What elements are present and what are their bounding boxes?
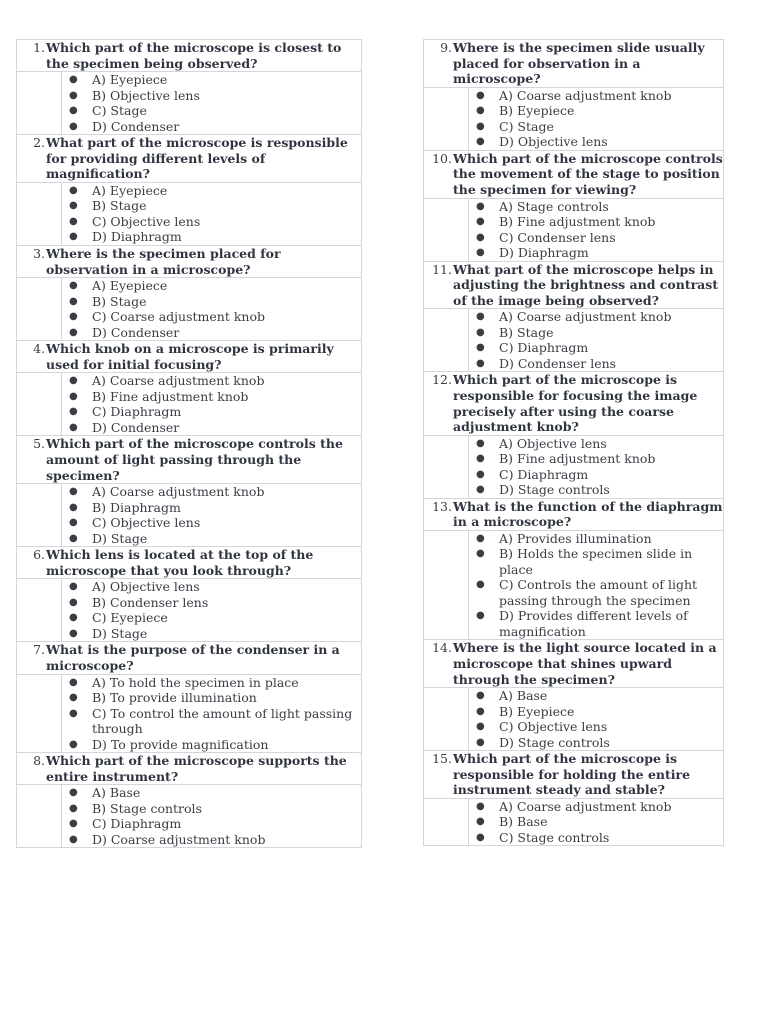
bullet-icon: ●: [69, 596, 78, 608]
bullet-icon: ●: [476, 326, 485, 338]
question-number-text: 10.: [432, 150, 452, 166]
bullet-icon: ●: [476, 816, 485, 828]
question-header: [17, 753, 361, 785]
option-text: D) Condenser: [92, 419, 180, 435]
option-text: B) Stage: [499, 324, 554, 340]
bullet-icon: ●: [476, 357, 485, 369]
question-header: [424, 262, 723, 310]
options-list: [61, 785, 361, 847]
bullet-icon: ●: [69, 501, 78, 513]
option-item: [469, 230, 723, 246]
question-number: [424, 372, 453, 388]
bullet-icon: ●: [69, 581, 78, 593]
options-list: [61, 373, 361, 435]
option-item: [469, 245, 723, 261]
question-block: [423, 39, 724, 151]
question-number: [17, 547, 46, 563]
bullet-icon: ●: [476, 610, 485, 622]
question-header: [17, 341, 361, 373]
left-column: [16, 39, 362, 847]
bullet-icon: ●: [69, 74, 78, 86]
question-number: [17, 40, 46, 56]
option-item: [62, 325, 361, 341]
option-text: B) Fine adjustment knob: [92, 388, 249, 404]
option-text: D) Stage: [92, 625, 148, 641]
option-text: D) Stage controls: [499, 734, 610, 750]
question-number: [17, 642, 46, 658]
bullet-icon: ●: [476, 800, 485, 812]
options-list: [468, 88, 723, 150]
option-text: B) Stage: [92, 293, 147, 309]
option-text: A) Coarse adjustment knob: [499, 798, 672, 814]
question-number-text: 7.: [33, 642, 45, 658]
option-text: A) Coarse adjustment knob: [92, 484, 265, 500]
option-item: [62, 103, 361, 119]
question-block: [423, 261, 724, 373]
question-block: [423, 150, 724, 262]
question-text: Which part of the microscope controls the movement of the stage to position the specimen for viewing?: [453, 150, 723, 197]
option-text: A) Base: [92, 785, 141, 801]
option-item: [62, 183, 361, 199]
question-number-text: 14.: [432, 640, 452, 656]
option-text: A) Eyepiece: [92, 72, 168, 88]
question-number-text: 3.: [33, 245, 45, 261]
question-number: [424, 499, 453, 515]
question-number: [17, 246, 46, 262]
option-item: [62, 579, 361, 595]
option-item: [469, 608, 723, 639]
option-item: [62, 404, 361, 420]
option-item: [62, 610, 361, 626]
question-text: Which knob on a microscope is primarily used for initial focusing?: [46, 341, 334, 372]
option-item: [469, 103, 723, 119]
question-block: [16, 546, 362, 642]
option-item: [62, 72, 361, 88]
question-text: Where is the specimen placed for observation in a microscope?: [46, 245, 281, 277]
option-item: [469, 735, 723, 751]
option-text: C) To control the amount of light passing through: [92, 705, 353, 736]
bullet-icon: ●: [476, 105, 485, 117]
option-item: [469, 688, 723, 704]
option-item: [62, 373, 361, 389]
bullet-icon: ●: [69, 676, 78, 688]
option-text: D) To provide magnification: [92, 736, 269, 752]
question-text: Which part of the microscope is responsible for holding the entire instrument steady and stable?: [453, 751, 691, 798]
bullet-icon: ●: [476, 89, 485, 101]
question-number-text: 6.: [33, 547, 45, 563]
option-item: [469, 451, 723, 467]
option-text: C) Controls the amount of light passing through the specimen: [499, 577, 698, 608]
question-number: [17, 341, 46, 357]
option-item: [469, 577, 723, 608]
question-text: Which part of the microscope supports the entire instrument?: [46, 753, 347, 784]
bullet-icon: ●: [69, 375, 78, 387]
question-number-text: 5.: [33, 436, 45, 452]
bullet-icon: ●: [69, 215, 78, 227]
question-header: [17, 135, 361, 183]
question-number-text: 12.: [432, 372, 452, 388]
question-text: What is the purpose of the condenser in a microscope?: [46, 642, 340, 673]
option-text: D) Stage controls: [499, 482, 610, 498]
question-number-text: 8.: [33, 753, 45, 768]
option-text: D) Coarse adjustment knob: [92, 831, 266, 847]
option-text: B) Eyepiece: [499, 103, 575, 119]
option-item: [62, 119, 361, 135]
question-text: Where is the specimen slide usually placed for observation in a microscope?: [453, 40, 705, 87]
option-text: A) Stage controls: [499, 198, 609, 214]
options-list: [468, 531, 723, 640]
question-number-text: 2.: [33, 135, 45, 151]
option-item: [469, 134, 723, 150]
question-header: [17, 642, 361, 674]
option-text: D) Condenser lens: [499, 355, 617, 371]
option-item: [469, 325, 723, 341]
bullet-icon: ●: [476, 200, 485, 212]
bullet-icon: ●: [69, 787, 78, 799]
option-text: A) Coarse adjustment knob: [499, 87, 672, 103]
option-item: [62, 88, 361, 104]
bullet-icon: ●: [69, 833, 78, 845]
option-text: B) Holds the specimen slide in place: [499, 546, 693, 577]
question-text: Where is the light source located in a microscope that shines upward through the specimen?: [453, 640, 717, 687]
option-text: A) Objective lens: [92, 579, 200, 595]
options-list: [61, 72, 361, 134]
question-number: [424, 640, 453, 656]
bullet-icon: ●: [476, 484, 485, 496]
option-item: [469, 436, 723, 452]
option-text: A) Base: [499, 688, 548, 704]
options-list: [61, 675, 361, 753]
option-text: B) Stage controls: [92, 800, 202, 816]
question-block: [16, 134, 362, 246]
bullet-icon: ●: [69, 627, 78, 639]
option-item: [469, 88, 723, 104]
bullet-icon: ●: [476, 247, 485, 259]
question-header: [17, 40, 361, 72]
question-block: [16, 641, 362, 753]
question-header: [424, 40, 723, 88]
question-block: [423, 750, 724, 846]
option-item: [469, 719, 723, 735]
question-header: [424, 640, 723, 688]
option-text: A) Eyepiece: [92, 278, 168, 294]
option-item: [62, 278, 361, 294]
question-text: Which part of the microscope controls the amount of light passing through the specimen?: [46, 436, 343, 483]
option-item: [62, 737, 361, 753]
question-number: [424, 151, 453, 167]
options-list: [61, 278, 361, 340]
option-item: [469, 704, 723, 720]
option-text: A) Eyepiece: [92, 182, 168, 198]
option-item: [62, 500, 361, 516]
question-header: [17, 246, 361, 278]
bullet-icon: ●: [476, 216, 485, 228]
options-list: [61, 183, 361, 245]
option-text: B) Base: [499, 814, 548, 830]
option-item: [62, 309, 361, 325]
bullet-icon: ●: [69, 120, 78, 132]
option-item: [62, 785, 361, 801]
question-text: What part of the microscope is responsible for providing different levels of magnification?: [46, 135, 348, 182]
option-text: D) Condenser: [92, 118, 180, 134]
option-text: C) Diaphragm: [92, 816, 182, 832]
bullet-icon: ●: [69, 326, 78, 338]
option-item: [469, 814, 723, 830]
option-text: C) Diaphragm: [92, 404, 182, 420]
option-item: [62, 515, 361, 531]
bullet-icon: ●: [69, 231, 78, 243]
bullet-icon: ●: [69, 707, 78, 719]
option-text: D) Stage: [92, 530, 148, 546]
option-text: A) Objective lens: [499, 435, 607, 451]
option-text: C) Stage: [92, 103, 147, 119]
question-header: [17, 436, 361, 484]
bullet-icon: ●: [476, 721, 485, 733]
bullet-icon: ●: [476, 690, 485, 702]
bullet-icon: ●: [476, 311, 485, 323]
option-text: B) Diaphragm: [92, 499, 181, 515]
bullet-icon: ●: [69, 406, 78, 418]
option-item: [62, 675, 361, 691]
bullet-icon: ●: [69, 612, 78, 624]
question-text: Which part of the microscope is closest to the specimen being observed?: [46, 40, 342, 71]
question-header: [424, 372, 723, 435]
question-number: [17, 753, 46, 769]
bullet-icon: ●: [69, 200, 78, 212]
option-item: [62, 420, 361, 436]
question-number: [424, 40, 453, 56]
option-text: D) Condenser: [92, 324, 180, 340]
option-text: C) Objective lens: [92, 515, 201, 531]
option-text: C) Stage controls: [499, 829, 610, 845]
options-list: [61, 484, 361, 546]
option-item: [62, 816, 361, 832]
question-block: [423, 639, 724, 751]
question-number-text: 9.: [440, 40, 452, 55]
bullet-icon: ●: [476, 120, 485, 132]
bullet-icon: ●: [476, 548, 485, 560]
option-item: [469, 482, 723, 498]
question-block: [16, 435, 362, 547]
option-item: [469, 531, 723, 547]
right-column: [423, 39, 724, 845]
bullet-icon: ●: [476, 437, 485, 449]
bullet-icon: ●: [69, 818, 78, 830]
bullet-icon: ●: [476, 831, 485, 843]
option-text: B) Eyepiece: [499, 703, 575, 719]
bullet-icon: ●: [69, 184, 78, 196]
option-text: C) Eyepiece: [92, 610, 168, 626]
question-block: [423, 498, 724, 641]
option-item: [469, 799, 723, 815]
bullet-icon: ●: [69, 802, 78, 814]
option-item: [469, 309, 723, 325]
question-block: [423, 371, 724, 498]
option-text: D) Diaphragm: [499, 245, 589, 261]
option-text: B) Fine adjustment knob: [499, 214, 656, 230]
question-number-text: 4.: [33, 341, 45, 357]
question-text: What is the function of the diaphragm in a microscope?: [453, 498, 723, 530]
question-number-text: 13.: [432, 498, 452, 514]
options-list: [468, 436, 723, 498]
option-text: C) Diaphragm: [499, 466, 589, 482]
question-header: [424, 499, 723, 531]
options-list: [468, 688, 723, 750]
option-text: A) Provides illumination: [499, 530, 652, 546]
option-text: A) Coarse adjustment knob: [499, 309, 672, 325]
question-header: [424, 751, 723, 799]
option-item: [469, 546, 723, 577]
bullet-icon: ●: [476, 136, 485, 148]
bullet-icon: ●: [476, 231, 485, 243]
option-item: [62, 801, 361, 817]
bullet-icon: ●: [69, 89, 78, 101]
option-text: B) To provide illumination: [92, 690, 257, 705]
question-block: [16, 340, 362, 436]
option-text: A) Coarse adjustment knob: [92, 373, 265, 389]
option-text: C) Objective lens: [499, 719, 608, 735]
option-item: [62, 626, 361, 642]
option-item: [62, 389, 361, 405]
question-block: [16, 752, 362, 848]
bullet-icon: ●: [476, 342, 485, 354]
option-text: D) Provides different levels of magnification: [499, 608, 688, 639]
bullet-icon: ●: [69, 295, 78, 307]
option-text: C) Diaphragm: [499, 340, 589, 356]
option-item: [62, 832, 361, 848]
option-item: [469, 830, 723, 846]
question-number: [17, 135, 46, 151]
option-item: [469, 356, 723, 372]
bullet-icon: ●: [476, 532, 485, 544]
question-number-text: 11.: [432, 261, 452, 277]
question-header: [424, 151, 723, 199]
question-block: [16, 245, 362, 341]
option-item: [62, 214, 361, 230]
bullet-icon: ●: [69, 105, 78, 117]
question-block: [16, 39, 362, 135]
options-list: [61, 579, 361, 641]
bullet-icon: ●: [69, 311, 78, 323]
bullet-icon: ●: [69, 532, 78, 544]
option-text: B) Objective lens: [92, 87, 200, 103]
option-text: C) Objective lens: [92, 213, 201, 229]
bullet-icon: ●: [69, 738, 78, 750]
bullet-icon: ●: [69, 280, 78, 292]
option-item: [62, 198, 361, 214]
option-text: B) Condenser lens: [92, 594, 209, 610]
option-item: [62, 531, 361, 547]
options-list: [468, 309, 723, 371]
bullet-icon: ●: [476, 453, 485, 465]
option-item: [62, 484, 361, 500]
question-text: Which lens is located at the top of the microscope that you look through?: [46, 547, 314, 578]
bullet-icon: ●: [476, 736, 485, 748]
bullet-icon: ●: [476, 579, 485, 591]
option-item: [469, 467, 723, 483]
options-list: [468, 799, 723, 846]
option-text: B) Fine adjustment knob: [499, 451, 656, 467]
option-text: D) Diaphragm: [92, 229, 182, 245]
option-item: [62, 229, 361, 245]
option-item: [469, 119, 723, 135]
option-item: [62, 595, 361, 611]
question-number-text: 1.: [33, 40, 45, 55]
question-number: [424, 262, 453, 278]
question-text: What part of the microscope helps in adjusting the brightness and contrast of the image being observed?: [453, 261, 719, 308]
bullet-icon: ●: [69, 390, 78, 402]
option-text: C) Coarse adjustment knob: [92, 309, 265, 325]
option-item: [62, 294, 361, 310]
question-text: Which part of the microscope is responsible for focusing the image precisely after using the coarse adjustment knob?: [453, 372, 698, 435]
bullet-icon: ●: [69, 692, 78, 703]
option-text: B) Stage: [92, 198, 147, 214]
question-header: [17, 547, 361, 579]
option-text: D) Objective lens: [499, 134, 608, 150]
bullet-icon: ●: [69, 486, 78, 498]
bullet-icon: ●: [69, 421, 78, 433]
question-number: [17, 436, 46, 452]
bullet-icon: ●: [69, 517, 78, 529]
options-list: [468, 199, 723, 261]
option-text: C) Stage: [499, 118, 554, 134]
option-item: [469, 214, 723, 230]
option-item: [469, 340, 723, 356]
option-item: [469, 199, 723, 215]
question-number: [424, 751, 453, 767]
bullet-icon: ●: [476, 468, 485, 480]
question-number-text: 15.: [432, 751, 452, 767]
option-item: [62, 706, 361, 737]
option-text: A) To hold the specimen in place: [92, 674, 299, 690]
option-item: [62, 690, 361, 706]
bullet-icon: ●: [476, 705, 485, 717]
option-text: C) Condenser lens: [499, 229, 616, 245]
